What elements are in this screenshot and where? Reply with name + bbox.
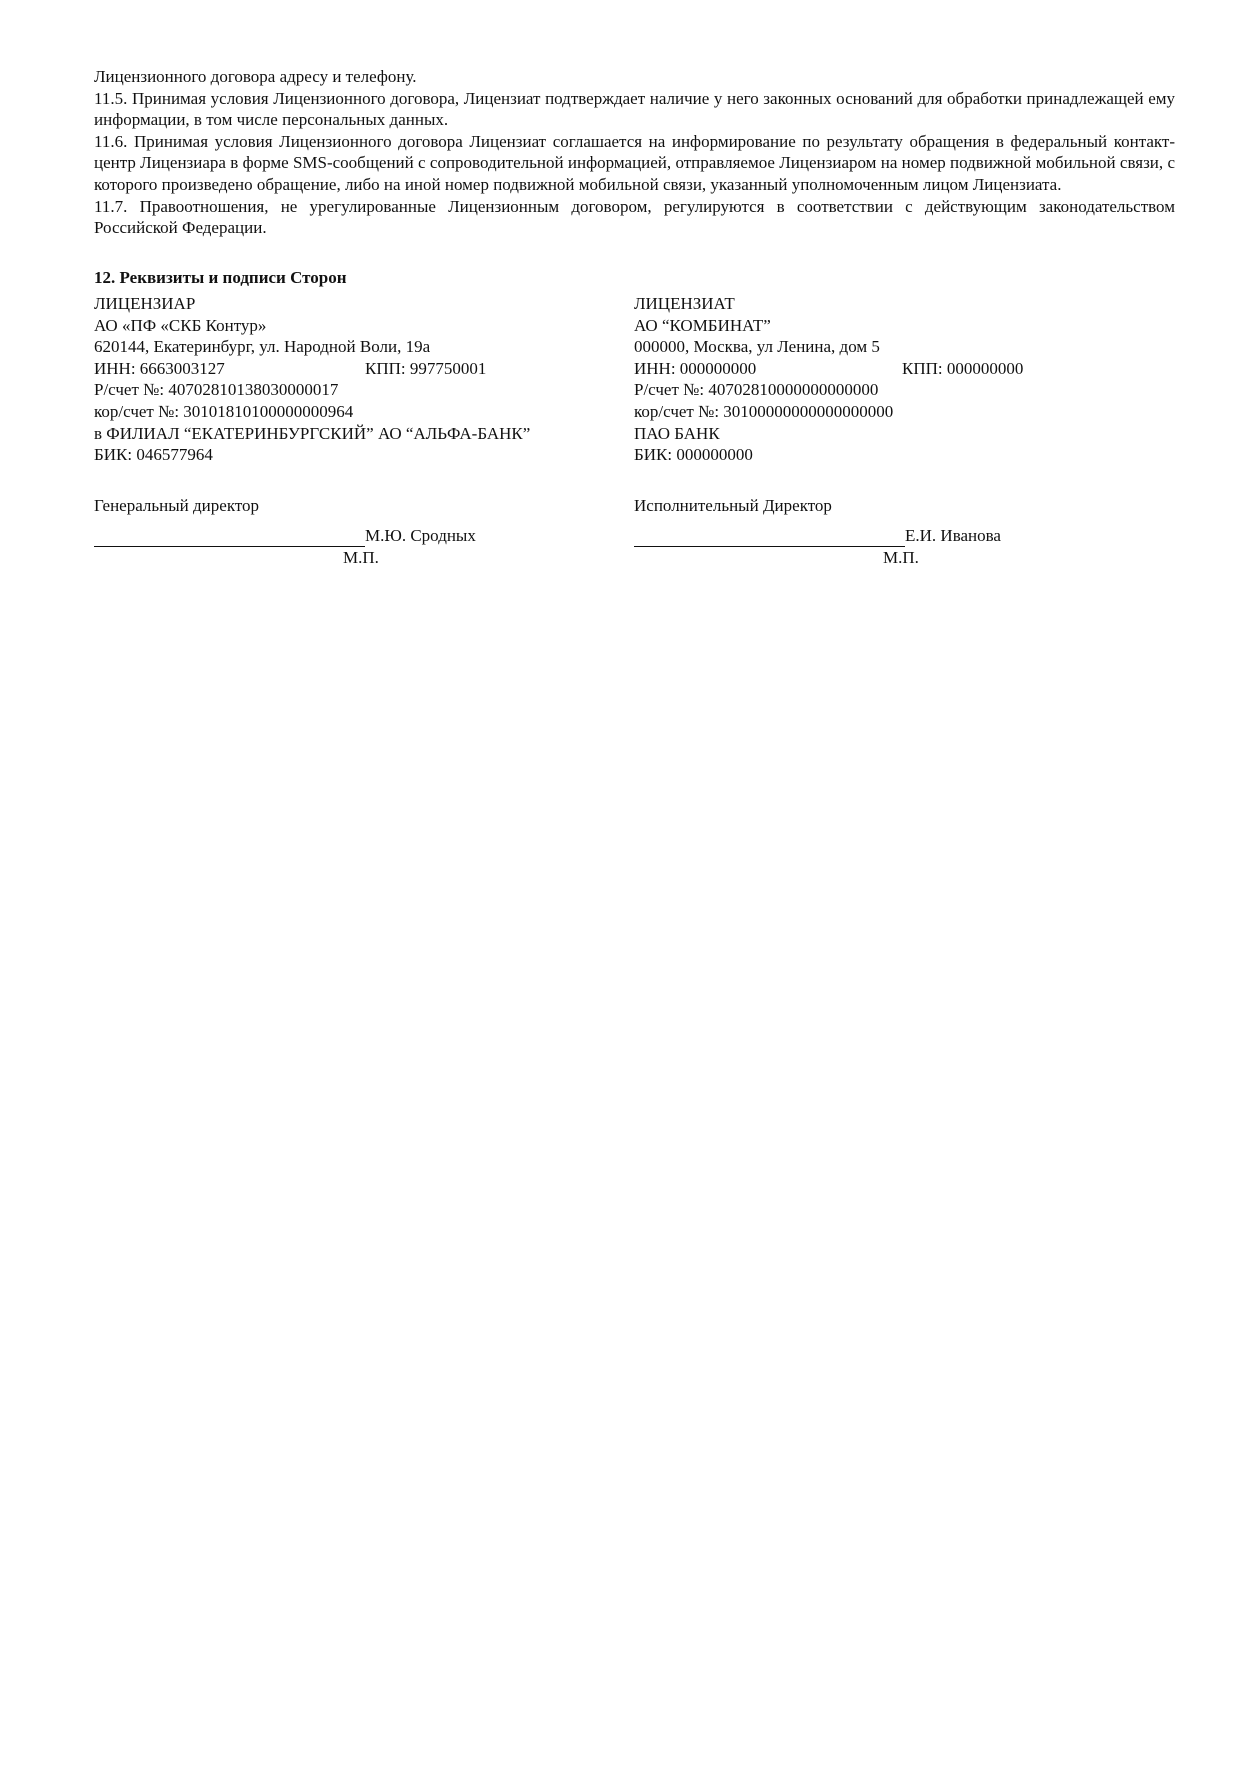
licensee-company: АО “КОМБИНАТ”	[634, 315, 771, 335]
licensor-signature-line	[94, 527, 365, 547]
licensee-kpp: КПП: 000000000	[902, 358, 1024, 378]
section-12-heading: 12. Реквизиты и подписи Сторон	[94, 268, 347, 287]
licensor-company: АО «ПФ «СКБ Контур»	[94, 315, 267, 335]
licensee-address: 000000, Москва, ул Ленина, дом 5	[634, 337, 880, 357]
licensee-signature-line	[634, 527, 905, 547]
licensee-account: Р/счет №: 40702810000000000000	[634, 380, 879, 400]
licensee-bank: ПАО БАНК	[634, 423, 720, 443]
licensee-details	[634, 293, 1174, 466]
licensor-bank: в ФИЛИАЛ “ЕКАТЕРИНБУРГСКИЙ” АО “АЛЬФА-БАНК”	[94, 423, 531, 443]
licensee-role: ЛИЦЕНЗИАТ	[634, 294, 735, 313]
licensor-bik: БИК: 046577964	[94, 445, 213, 465]
licensor-account: Р/счет №: 40702810138030000017	[94, 380, 339, 400]
licensee-inn: ИНН: 000000000	[634, 358, 757, 378]
licensor-position: Генеральный директор	[94, 496, 260, 515]
licensor-tax-ids	[94, 358, 634, 380]
licensee-stamp-place: М.П.	[883, 548, 919, 567]
licensor-stamp-place: М.П.	[343, 548, 379, 567]
licensor-signature-row	[94, 525, 634, 547]
licensor-role: ЛИЦЕНЗИАР	[94, 294, 196, 313]
licensor-details	[94, 293, 634, 466]
licensor-corr-account: кор/счет №: 30101810100000000964	[94, 401, 354, 421]
licensee-bik: БИК: 000000000	[634, 445, 753, 465]
licensor-signature-block	[94, 495, 634, 569]
paragraph-11-6: 11.6. Принимая условия Лицензионного договора Лицензиат соглашается на информирование по результату обращения в федеральный контакт-центр Лицензиара в форме SMS-сообщений с сопроводительной информацией, отправляемое Лицензиаром на номер подвижной мобильной связи, с которого произведено обращение, либо на иной номер подвижной мобильной связи, указанный уполномоченным лицом Лицензиата.	[94, 131, 1175, 194]
contract-body-text	[94, 66, 1175, 239]
licensor-inn: ИНН: 6663003127	[94, 358, 225, 378]
paragraph-continuation: Лицензионного договора адресу и телефону.	[94, 67, 417, 86]
licensee-signer-name: Е.И. Иванова	[905, 526, 1001, 545]
licensee-position: Исполнительный Директор	[634, 496, 832, 515]
licensor-address: 620144, Екатеринбург, ул. Народной Воли, 19а	[94, 337, 431, 357]
licensee-corr-account: кор/счет №: 30100000000000000000	[634, 401, 894, 421]
paragraph-11-7: 11.7. Правоотношения, не урегулированные Лицензионным договором, регулируются в соответствии с действующим законодательством Российской Федерации.	[94, 196, 1175, 238]
licensee-signature-block	[634, 495, 1174, 569]
licensee-signature-row	[634, 525, 1174, 547]
licensee-tax-ids	[634, 358, 1174, 380]
licensor-kpp: КПП: 997750001	[365, 358, 487, 378]
licensor-signer-name: М.Ю. Сродных	[365, 526, 476, 545]
paragraph-11-5: 11.5. Принимая условия Лицензионного договора, Лицензиат подтверждает наличие у него законных оснований для обработки принадлежащей ему информации, в том числе персональных данных.	[94, 88, 1175, 130]
